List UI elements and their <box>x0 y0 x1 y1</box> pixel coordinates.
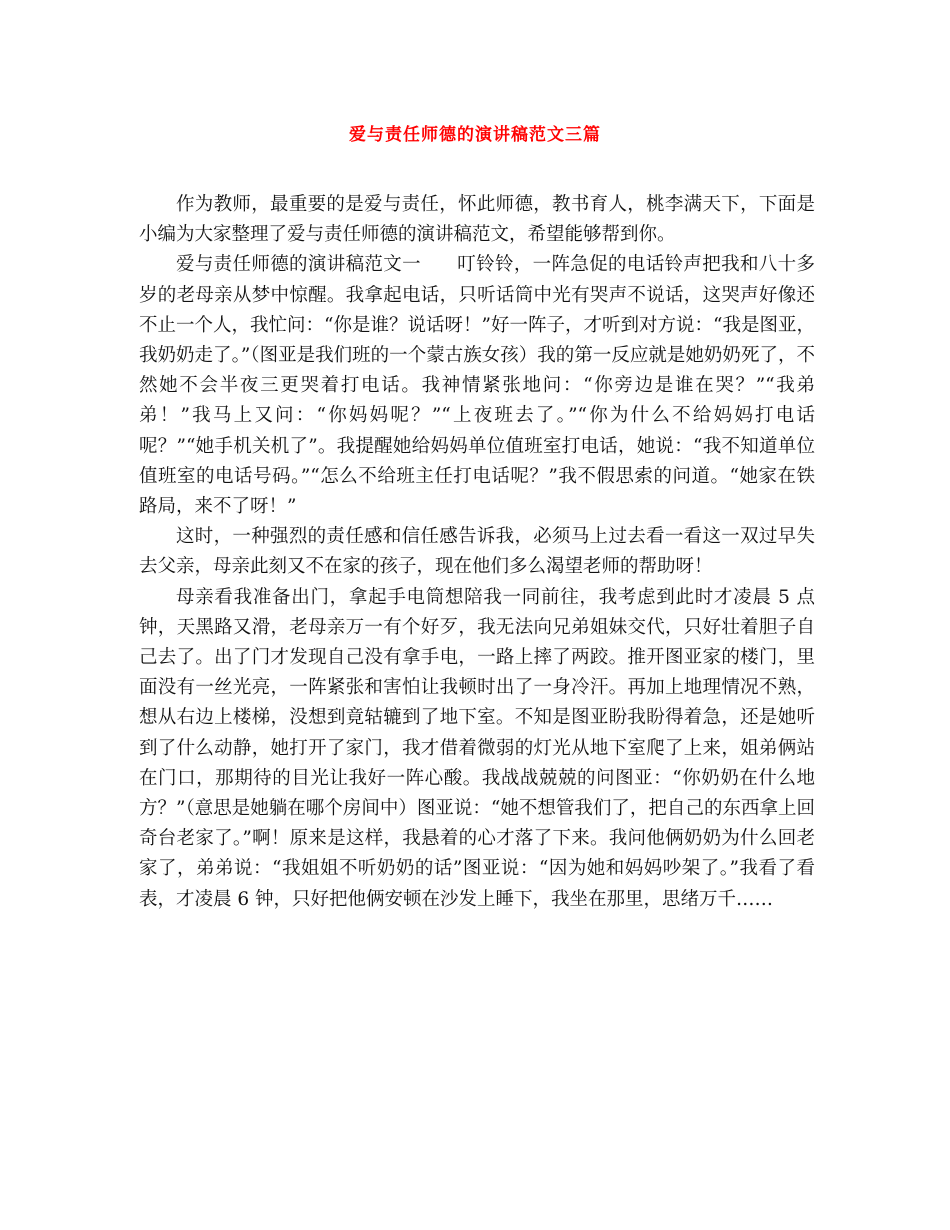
paragraph-night-visit <box>139 583 815 915</box>
paragraph-night-visit-text: 母亲看我准备出门，拿起手电筒想陪我一同前往，我考虑到此时才凌晨 5 点钟，天黑路又滑，老母亲万一有个好歹，我无法向兄弟姐妹交代，只好壮着胆子自己去了。出了门才发现自己没有拿手电，一路上摔了两跤。推开图亚家的楼门，里面没有一丝光亮，一阵紧张和害怕让我顿时出了一身冷汗。再加上地理情况不熟，想从右边上楼梯，没想到竟轱辘到了地下室。不知是图亚盼我盼得着急，还是她听到了什么动静，她打开了家门，我才借着微弱的灯光从地下室爬了上来，姐弟俩站在门口，那期待的目光让我好一阵心酸。我战战兢兢的问图亚：“你奶奶在什么地方？”（意思是她躺在哪个房间中）图亚说：“她不想管我们了，把自己的东西拿上回奇台老家了。”啊！原来是这样，我悬着的心才落了下来。我问他俩奶奶为什么回老家了，弟弟说：“我姐姐不听奶奶的话”图亚说：“因为她和妈妈吵架了。”我看了看表，才凌晨 6 钟，只好把他俩安顿在沙发上睡下，我坐在那里，思绪万千…… <box>139 586 815 910</box>
document-body <box>139 190 815 915</box>
speech-one-heading: 爱与责任师德的演讲稿范文一 <box>176 254 421 276</box>
paragraph-responsibility-text: 这时，一种强烈的责任感和信任感告诉我，必须马上过去看一看这一双过早失去父亲，母亲此刻又不在家的孩子，现在他们多么渴望老师的帮助呀！ <box>139 526 815 578</box>
paragraph-intro <box>139 190 815 250</box>
paragraph-speech-one <box>139 250 815 522</box>
paragraph-intro-text: 作为教师，最重要的是爱与责任，怀此师德，教书育人，桃李满天下，下面是小编为大家整理了爱与责任师德的演讲稿范文，希望能够帮到你。 <box>139 194 815 246</box>
paragraph-responsibility <box>139 522 815 582</box>
speech-one-body: 叮铃铃，一阵急促的电话铃声把我和八十多岁的老母亲从梦中惊醒。我拿起电话，只听话筒中光有哭声不说话，这哭声好像还不止一个人，我忙问：“你是谁？说话呀！”好一阵子，才听到对方说：“我是图亚，我奶奶走了。”（图亚是我们班的一个蒙古族女孩）我的第一反应就是她奶奶死了，不然她不会半夜三更哭着打电话。我神情紧张地问：“你旁边是谁在哭？”“我弟弟！”我马上又问：“你妈妈呢？”“上夜班去了。”“你为什么不给妈妈打电话呢？”“她手机关机了”。我提醒她给妈妈单位值班室打电话，她说：“我不知道单位值班室的电话号码。”“怎么不给班主任打电话呢？”我不假思索的问道。“她家在铁路局，来不了呀！” <box>139 254 815 518</box>
document-title: 爱与责任师德的演讲稿范文三篇 <box>349 125 601 145</box>
